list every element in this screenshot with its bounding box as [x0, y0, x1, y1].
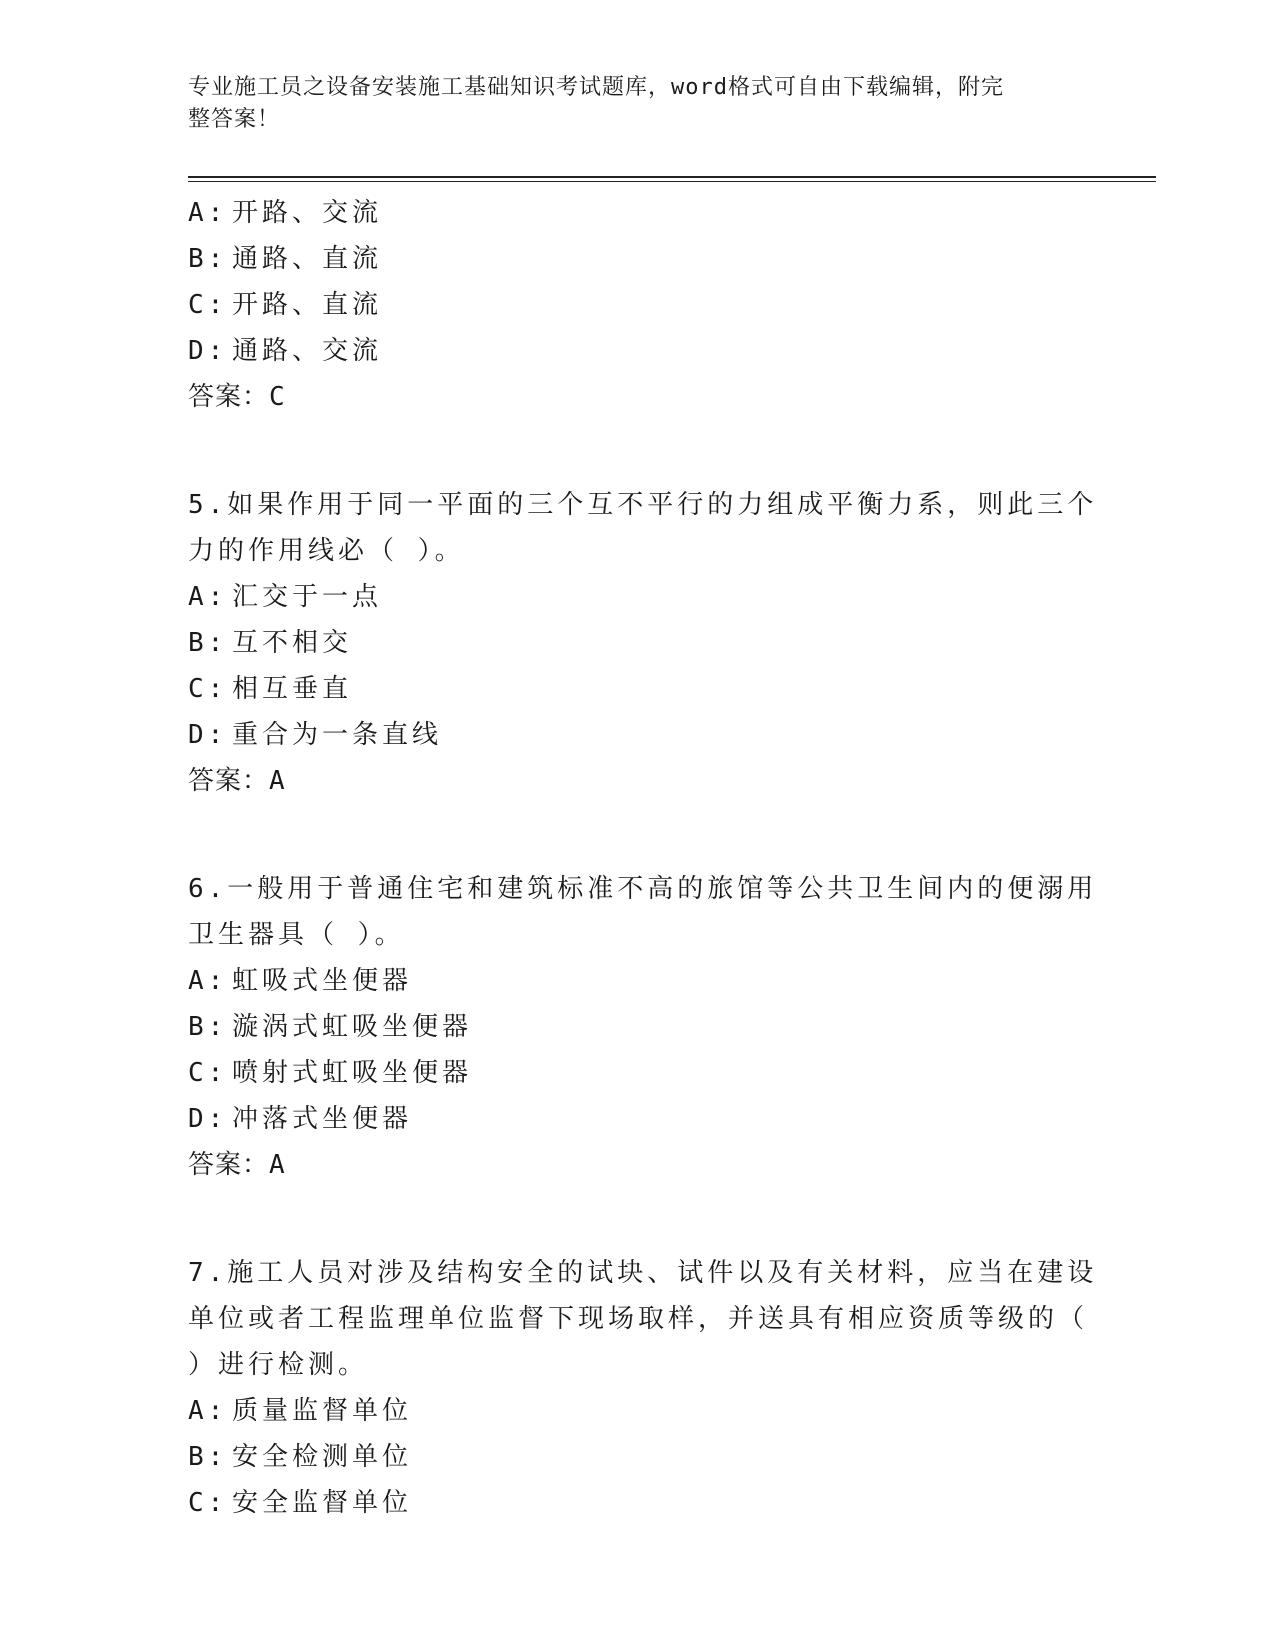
- option-d: [188, 712, 1068, 758]
- option-b: [188, 1004, 1068, 1050]
- option-a: [188, 958, 1068, 1004]
- option-text: 开路、直流: [232, 290, 383, 320]
- option-c: [188, 1050, 1068, 1096]
- option-c: [188, 666, 1068, 712]
- question-list: [188, 190, 1098, 1526]
- question-stem-line: 单位或者工程监理单位监督下现场取样，并送具有相应资质等级的（: [188, 1304, 1089, 1334]
- header-line-1: 专业施工员之设备安装施工基础知识考试题库，word格式可自由下载编辑，附完: [188, 75, 1004, 100]
- header-rule-thin: [188, 181, 1156, 182]
- option-text: 漩涡式虹吸坐便器: [232, 1012, 473, 1042]
- answer-line: 答案：A: [188, 766, 286, 796]
- option-text: 通路、交流: [232, 336, 383, 366]
- option-key: C:: [188, 290, 228, 320]
- option-c: [188, 282, 1068, 328]
- option-text: 虹吸式坐便器: [232, 966, 413, 996]
- question-stem-line: 卫生器具（ ）。: [188, 920, 405, 950]
- option-key: B:: [188, 1012, 228, 1042]
- option-text: 开路、交流: [232, 198, 383, 228]
- option-key: C:: [188, 1058, 228, 1088]
- option-a: [188, 574, 1068, 620]
- option-text: 通路、直流: [232, 244, 383, 274]
- answer-line: 答案：C: [188, 382, 286, 412]
- answer-line: 答案：A: [188, 1150, 286, 1180]
- option-b: [188, 620, 1068, 666]
- option-key: D:: [188, 336, 228, 366]
- option-key: C:: [188, 1488, 228, 1518]
- option-d: [188, 328, 1068, 374]
- question-stem-line: 力的作用线必（ ）。: [188, 536, 465, 566]
- option-key: A:: [188, 582, 228, 612]
- option-text: 安全监督单位: [232, 1488, 413, 1518]
- question-stem-line: 7.施工人员对涉及结构安全的试块、试件以及有关材料，应当在建设: [188, 1258, 1098, 1288]
- option-b: [188, 1434, 1068, 1480]
- option-key: D:: [188, 1104, 228, 1134]
- option-a: [188, 190, 1068, 236]
- header-line-2: 整答案！: [188, 107, 281, 132]
- question-stem-line: 6.一般用于普通住宅和建筑标准不高的旅馆等公共卫生间内的便溺用: [188, 874, 1098, 904]
- document-header: [188, 72, 1068, 136]
- question-4: [188, 190, 1068, 420]
- option-text: 重合为一条直线: [232, 720, 443, 750]
- option-text: 喷射式虹吸坐便器: [232, 1058, 473, 1088]
- option-key: A:: [188, 1396, 228, 1426]
- option-b: [188, 236, 1068, 282]
- option-key: C:: [188, 674, 228, 704]
- question-stem-line: ）进行检测。: [188, 1350, 369, 1380]
- option-key: B:: [188, 1442, 228, 1472]
- question-7: [188, 1250, 1098, 1526]
- option-text: 质量监督单位: [232, 1396, 413, 1426]
- option-text: 冲落式坐便器: [232, 1104, 413, 1134]
- question-6: [188, 866, 1098, 1188]
- question-5: [188, 482, 1098, 804]
- option-text: 汇交于一点: [232, 582, 383, 612]
- option-key: B:: [188, 628, 228, 658]
- option-key: B:: [188, 244, 228, 274]
- option-d: [188, 1096, 1068, 1142]
- option-text: 相互垂直: [232, 674, 353, 704]
- option-text: 互不相交: [232, 628, 353, 658]
- option-key: A:: [188, 198, 228, 228]
- option-a: [188, 1388, 1068, 1434]
- header-rule-thick: [188, 176, 1156, 178]
- question-stem-line: 5.如果作用于同一平面的三个互不平行的力组成平衡力系，则此三个: [188, 490, 1098, 520]
- option-key: A:: [188, 966, 228, 996]
- option-key: D:: [188, 720, 228, 750]
- option-c: [188, 1480, 1068, 1526]
- option-text: 安全检测单位: [232, 1442, 413, 1472]
